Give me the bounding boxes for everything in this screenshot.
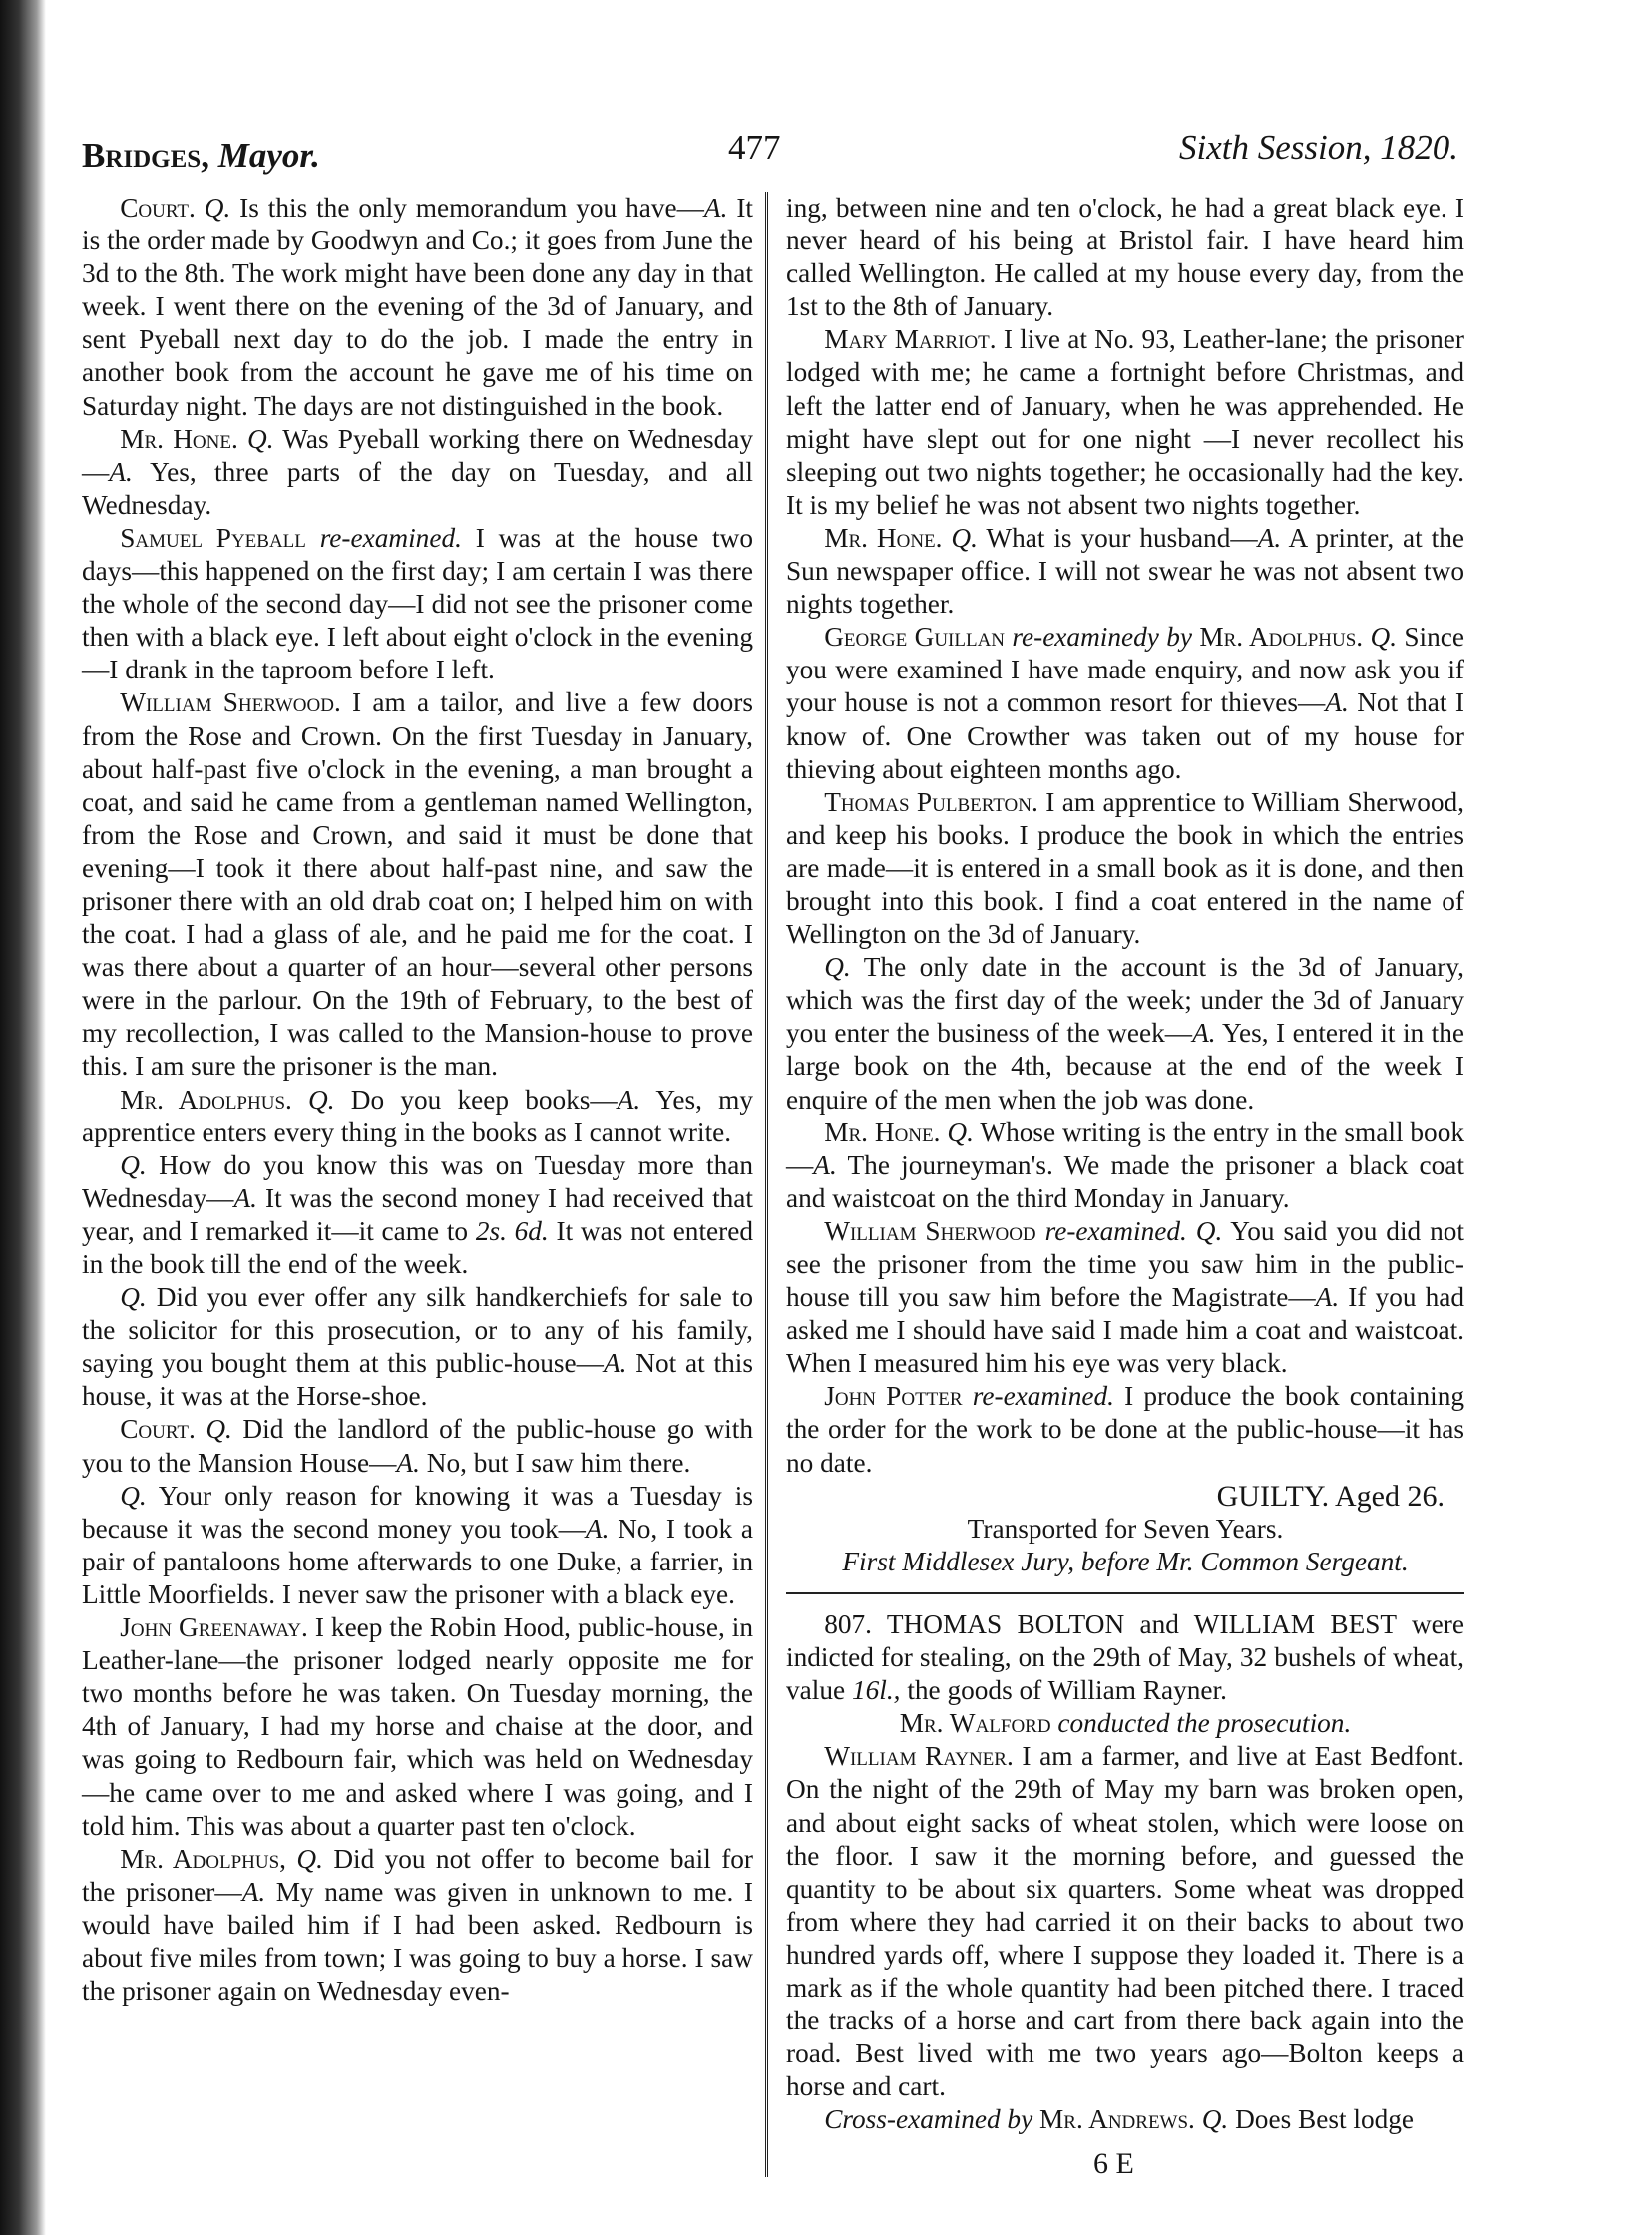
answer-marker: A. [617, 1084, 641, 1115]
paragraph-text: I am a tailor, and live a few doors from the Rose and Crown. On the first Tuesday in January, about half-past five o'clock in the evening, a man brought a coat, and said he came from a gentleman named Wellington, from the Rose and Crown, and said it must be done that evening—I took it there about half-past nine, and saw the prisoner there with an old drab coat on; I helped him on with the coat. I had a glass of ale, and he paid me for the coat. I was there about a quarter of an hour—several other persons were in the parlour. On the 19th of February, to the best of my recollection, I was called to the Mansion-house to prove this. I am sure the prisoner is the man. [82, 687, 754, 1082]
paragraph-text: ing, between nine and ten o'clock, he had a great black eye. I never heard of his being at Bristol fair. I have heard him called Wellington. He called at my house every day, from the 1st to the 8th of January. [786, 193, 1464, 322]
examination-note: re-examined. [319, 522, 462, 553]
paragraph [786, 786, 1464, 951]
paragraph-text: Do you keep books— [350, 1084, 618, 1115]
question-marker: Q. [308, 1084, 335, 1115]
paragraph [82, 1611, 753, 1843]
question-marker: Q. [947, 1117, 974, 1147]
paragraph-text: were indicted for stealing, on the 29th of May, 32 bushels of wheat, value [786, 1608, 1464, 1706]
paragraph-text: I was at the house two days—this happened on the first day; I am certain I was there the whole of the second day—I did not see the prisoner come then with a black eye. I left about eight o'clock in the evening—I drank in the taproom before I left. [82, 522, 753, 685]
paragraph-text: Does Best lodge [1235, 2104, 1415, 2135]
question-marker: Q. [120, 1149, 147, 1180]
paragraph [786, 522, 1464, 621]
paragraph-text: Whose writing is the entry in the small book— [786, 1117, 1465, 1180]
paragraph-text: Yes, three parts of the day on Tuesday, and all Wednesday. [82, 456, 754, 520]
paragraph-text: The only date in the account is the 3d of January, which was the first day of the week; under the 3d of January you enter the business of the week— [786, 952, 1464, 1049]
speaker: Mr. Adolphus. [120, 1084, 292, 1115]
defendant-names: THOMAS BOLTON and WILLIAM BEST [886, 1608, 1397, 1639]
paragraph [786, 1380, 1464, 1479]
jury-line: First Middlesex Jury, before Mr. Common Sergeant. [842, 1546, 1409, 1576]
header-left [82, 136, 320, 176]
paragraph-text: It was not entered in the book till the end of the week. [82, 1215, 754, 1279]
paragraph-text: No, I took a pair of pantaloons home afterwards to one Duke, a farrier, in Little Moorfields. I never saw the prisoner with a black eye. [82, 1513, 753, 1609]
paragraph [786, 192, 1464, 323]
paragraph [786, 951, 1464, 1116]
answer-marker: A. [1192, 1018, 1216, 1049]
paragraph [82, 1413, 753, 1479]
left-column [82, 192, 753, 2008]
age: Aged 26. [1335, 1479, 1445, 1513]
paragraph-text: the goods of William Rayner. [907, 1675, 1227, 1706]
examination-note: re-examined. [1044, 1215, 1187, 1246]
paragraph [786, 1215, 1464, 1380]
question-marker: Q. [247, 423, 274, 454]
session-label: Sixth Session, 1820. [1179, 128, 1458, 167]
question-marker: Q. [824, 952, 851, 983]
paragraph [786, 621, 1464, 785]
speaker: Mr. Adolphus, [120, 1843, 287, 1874]
verdict-line [786, 1480, 1445, 1513]
paragraph [82, 423, 753, 522]
paragraph-text: I keep the Robin Hood, public-house, in Leather-lane—the prisoner lodged nearly opposite me for two months before he was taken. On Tuesday morning, the 4th of January, I had my horse and chaise at the door, and was going to Redbourn fair, which was held on Wednesday—he came over to me and asked where I was going, and I told him. This was about a quarter past ten o'clock. [82, 1612, 753, 1841]
paragraph-text: Not that I know of. One Crowther was taken out of my house for thieving about eighteen months ago. [786, 687, 1464, 784]
speaker: Samuel Pyeball [120, 522, 306, 553]
paragraph [786, 323, 1464, 522]
paragraph-text: I live at No. 93, Leather-lane; the prisoner lodged with me; he came a fortnight before Christmas, and left the latter end of January, when he was apprehended. He might have slept out for one night —I never recollect his sleeping out two nights together; he occasionally had the key. It is my belief he was not absent two nights together. [786, 324, 1465, 520]
speaker: John Greenaway. [120, 1612, 308, 1643]
paragraph-text: Is this the only memorandum you have— [239, 193, 704, 223]
paragraph-text: Yes, my apprentice enters every thing in the books as I cannot write. [82, 1084, 754, 1147]
speaker: Mr. Adolphus. [1199, 622, 1364, 653]
paragraph-text: I am a farmer, and live at East Bedfont. On the night of the 29th of May my barn was broken open, and about eight sacks of wheat stolen, which were loose on the floor. I saw it the morning before, and guessed the quantity to be about six quarters. Some wheat was dropped from where they had carried it on their backs to about two hundred yards off, where I suppose they loaded it. There is a mark as if the whole quantity had been pitched there. I traced the tracks of a horse and cart from there back again into the road. Best lived with me two years ago—Bolton keeps a horse and cart. [786, 1741, 1465, 2102]
verdict: GUILTY. [1216, 1479, 1330, 1513]
speaker: Mr. Hone. [824, 522, 943, 553]
examination-note: re-examined. [972, 1381, 1114, 1412]
speaker: John Potter [824, 1381, 963, 1412]
paragraph-text: You said you did not see the prisoner from the time you saw him in the public-house till you saw him before the Magistrate— [786, 1215, 1464, 1313]
page-number: 477 [728, 128, 781, 167]
running-header [82, 128, 1458, 178]
speaker: Court. [120, 1414, 196, 1445]
paragraph [82, 686, 753, 1083]
speaker: William Sherwood. [120, 687, 341, 718]
speaker: Court. [120, 193, 196, 223]
question-marker: Q. [1370, 622, 1398, 653]
answer-marker: A. [396, 1447, 420, 1478]
question-marker: Q. [120, 1480, 147, 1511]
speaker: William Sherwood [824, 1215, 1036, 1246]
sentence: Transported for Seven Years. [967, 1513, 1284, 1544]
paragraph [82, 522, 753, 686]
money-amount: 16l., [851, 1675, 901, 1706]
question-marker: Q. [951, 522, 978, 553]
question-marker: Q. [296, 1843, 323, 1874]
speaker: Mary Marriot. [824, 324, 997, 355]
paragraph [82, 1480, 753, 1611]
question-marker: Q. [1201, 2104, 1229, 2135]
answer-marker: A. [813, 1149, 837, 1180]
question-marker: Q. [204, 193, 231, 223]
answer-marker: A. [1315, 1282, 1340, 1313]
speaker: Mr. Hone. [824, 1117, 941, 1147]
column-divider [765, 192, 771, 2177]
paragraph-text: Yes, I entered it in the large book on the 4th, because at the end of the week I enquire of the men when the job was done. [786, 1018, 1465, 1115]
paragraph [82, 1149, 753, 1281]
paragraph-text: Since you were examined I have made enquiry, and now ask you if your house is not a common resort for thieves— [786, 622, 1465, 718]
paragraph [82, 192, 753, 423]
header-mayor-name: Bridges, [82, 136, 209, 175]
speaker: Mr. Andrews. [1039, 2104, 1195, 2135]
case-heading [786, 1608, 1464, 1707]
paragraph [786, 1740, 1464, 2103]
paragraph-text: Your only reason for knowing it was a Tuesday is because it was the second money you took— [82, 1480, 753, 1544]
paragraph-text: I produce the book containing the order for the work to be done at the public-house—it has no date. [786, 1381, 1464, 1478]
paragraph-text: If you had asked me I should have said I made him a coat and waistcoat. When I measured him his eye was very black. [786, 1282, 1464, 1379]
paragraph [82, 1084, 753, 1149]
paragraph-text: My name was given in unknown to me. I would have bailed him if I had been asked. Redbourn is about five miles from town; I was going to buy a horse. I saw the prisoner again on Wednesday even- [82, 1876, 753, 2007]
prosecution-text: conducted the prosecution. [1057, 1708, 1352, 1739]
paragraph [786, 1117, 1464, 1215]
paragraph-text: The journeyman's. We made the prisoner a black coat and waistcoat on the third Monday in January. [786, 1149, 1464, 1213]
paragraph-text: Was Pyeball working there on Wednesday— [82, 423, 753, 487]
right-column [786, 192, 1464, 2136]
signature-mark: 6 E [1093, 2147, 1134, 2180]
paragraph-text: No, but I saw him there. [426, 1447, 691, 1478]
case-number: 807. [824, 1608, 872, 1639]
answer-marker: A. [241, 1876, 266, 1907]
paragraph [786, 2103, 1464, 2136]
paragraph-text: Not at this house, it was at the Horse-shoe. [82, 1348, 753, 1412]
paragraph [82, 1281, 753, 1413]
case-separator [786, 1592, 1464, 1594]
paragraph-text: What is your husband— [986, 522, 1258, 553]
question-marker: Q. [120, 1282, 147, 1313]
paragraph-text: How do you know this was on Tuesday more than Wednesday— [82, 1149, 753, 1213]
answer-marker: A. [1257, 522, 1282, 553]
speaker: William Rayner. [824, 1741, 1014, 1772]
paragraph-text: I am apprentice to William Sherwood, and keep his books. I produce the book in which the entries are made—it is entered in a small book as it is done, and then brought into this book. I find a coat entered in the name of Wellington on the 3d of January. [786, 786, 1464, 950]
paragraph-text: Did you ever offer any silk handkerchiefs for sale to the solicitor for this prosecution, or to any of his family, saying you bought them at this public-house— [82, 1282, 754, 1379]
paragraph-text: A printer, at the Sun newspaper office. I will not swear he was not absent two nights together. [786, 522, 1464, 620]
paragraph-text: It is the order made by Goodwyn and Co.; it goes from June the 3d to the 8th. The work might have been done any day in that week. I went there on the evening of the 3d of January, and sent Pyeball next day to do the job. I made the entry in another book from the account he gave me of his time on Saturday night. The days are not distinguished in the book. [82, 193, 753, 421]
examination-note: re-examinedy by [1012, 622, 1193, 653]
answer-marker: A. [703, 193, 728, 223]
money-amount: 2s. 6d. [475, 1215, 549, 1246]
answer-marker: A. [585, 1513, 610, 1544]
question-marker: Q. [206, 1414, 232, 1445]
header-mayor-title: Mayor. [217, 136, 320, 175]
prosecution-note [786, 1707, 1464, 1740]
examination-note: Cross-examined by [824, 2104, 1033, 2135]
speaker: Mr. Hone. [120, 423, 238, 454]
paragraph-text: Did you not offer to become bail for the prisoner— [82, 1843, 754, 1907]
paragraph-text: Did the landlord of the public-house go with you to the Mansion House— [82, 1414, 754, 1478]
answer-marker: A. [109, 456, 133, 487]
speaker: Thomas Pulberton. [824, 786, 1038, 817]
answer-marker: A. [1325, 687, 1349, 718]
speaker: George Guillan [824, 622, 1006, 653]
question-marker: Q. [1195, 1215, 1223, 1246]
answer-marker: A. [233, 1182, 257, 1213]
answer-marker: A. [603, 1348, 627, 1379]
paragraph-text: It was the second money I had received that year, and I remarked it—it came to [82, 1182, 754, 1246]
paragraph [82, 1843, 753, 2008]
speaker: Mr. Walford [899, 1708, 1051, 1739]
